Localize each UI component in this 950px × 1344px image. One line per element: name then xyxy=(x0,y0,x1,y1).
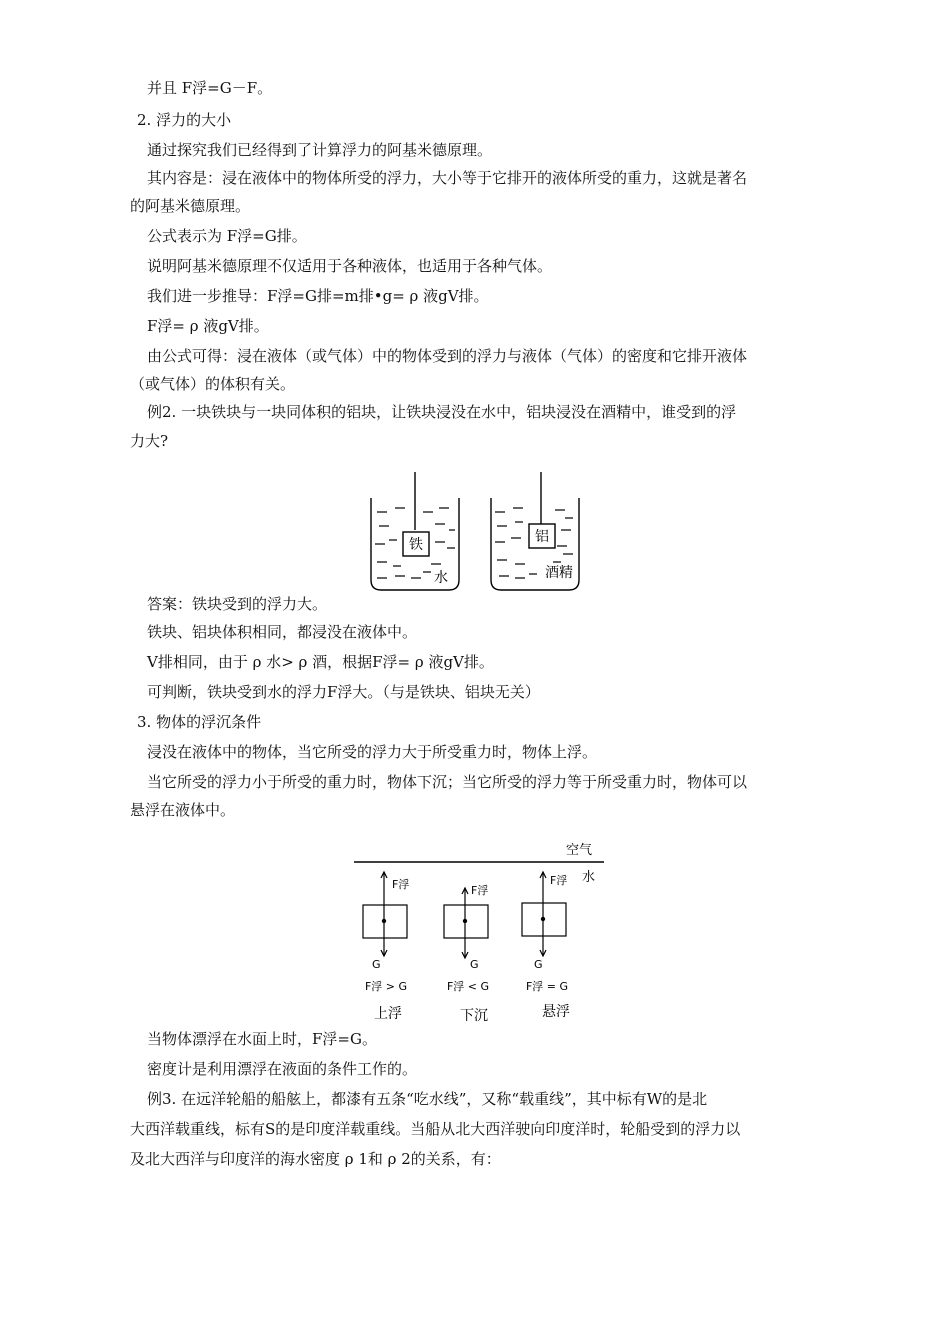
iron-label: 铁 xyxy=(409,537,423,553)
water-label: 水 xyxy=(582,870,596,885)
condition-suspended: F浮 = G xyxy=(525,980,569,993)
buoyancy-force-label: F浮 xyxy=(550,874,568,887)
text-line: 及北大西洋与印度洋的海水密度 ρ 1和 ρ 2的关系，有： xyxy=(130,1150,501,1168)
text-line: 当物体漂浮在水面上时，F浮=G。 xyxy=(147,1030,377,1048)
text-line: F浮= ρ 液gV排。 xyxy=(147,317,269,335)
section-heading: 2. 浮力的大小 xyxy=(137,111,232,129)
text-line: 我们进一步推导：F浮=G排=m排•g= ρ 液gV排。 xyxy=(147,287,489,305)
beakers-figure xyxy=(365,468,595,596)
buoyancy-force-label: F浮 xyxy=(471,884,489,897)
text-line: （或气体）的体积有关。 xyxy=(130,375,296,393)
buoyancy-force-label: F浮 xyxy=(392,878,410,891)
text-line: V排相同，由于 ρ 水> ρ 酒，根据F浮= ρ 液gV排。 xyxy=(147,653,494,671)
state-sinking: 下沉 xyxy=(460,1008,488,1024)
text-line: 由公式可得：浸在液体（或气体）中的物体受到的浮力与液体（气体）的密度和它排开液体 xyxy=(147,347,748,365)
water-label: 水 xyxy=(434,570,448,586)
text-line: 的阿基米德原理。 xyxy=(130,197,251,215)
text-line: 答案：铁块受到的浮力大。 xyxy=(147,595,328,613)
gravity-label: G xyxy=(470,958,479,971)
alcohol-label: 酒精 xyxy=(545,565,573,581)
text-line: 密度计是利用漂浮在液面的条件工作的。 xyxy=(147,1060,418,1078)
state-suspended: 悬浮 xyxy=(542,1004,570,1020)
aluminum-label: 铝 xyxy=(535,529,549,545)
text-line: 其内容是：浸在液体中的物体所受的浮力，大小等于它排开的液体所受的重力，这就是著名 xyxy=(147,169,748,187)
text-line: 公式表示为 F浮=G排。 xyxy=(147,227,307,245)
text-line: 力大? xyxy=(130,432,169,450)
text-line: 悬浮在液体中。 xyxy=(130,801,236,819)
gravity-label: G xyxy=(534,958,543,971)
state-rising: 上浮 xyxy=(374,1006,402,1022)
text-line: 大西洋载重线，标有S的是印度洋载重线。当船从北大西洋驶向印度洋时，轮船受到的浮力以 xyxy=(130,1120,741,1138)
text-line: 说明阿基米德原理不仅适用于各种液体，也适用于各种气体。 xyxy=(147,257,553,275)
text-line: 当它所受的浮力小于所受的重力时，物体下沉；当它所受的浮力等于所受重力时，物体可以 xyxy=(147,773,748,791)
text-line: 例3. 在远洋轮船的船舷上，都漆有五条“吃水线”，又称“载重线”，其中标有W的是北 xyxy=(147,1090,708,1108)
text-line: 浸没在液体中的物体，当它所受的浮力大于所受重力时，物体上浮。 xyxy=(147,743,598,761)
condition-sinking: F浮 < G xyxy=(446,980,490,993)
condition-rising: F浮 > G xyxy=(364,980,408,993)
buoyancy-conditions-figure xyxy=(350,832,610,1024)
text-line: 可判断，铁块受到水的浮力F浮大。（与是铁块、铝块无关） xyxy=(147,683,540,701)
air-label: 空气 xyxy=(566,843,593,858)
text-line: 并且 F浮=G－F。 xyxy=(147,79,273,97)
section-heading: 3. 物体的浮沉条件 xyxy=(137,713,262,731)
text-line: 铁块、铝块体积相同，都浸没在液体中。 xyxy=(147,623,418,641)
text-line: 例2. 一块铁块与一块同体积的铝块，让铁块浸没在水中，铝块浸没在酒精中，谁受到的浮 xyxy=(147,403,737,421)
gravity-label: G xyxy=(372,958,381,971)
text-line: 通过探究我们已经得到了计算浮力的阿基米德原理。 xyxy=(147,141,493,159)
